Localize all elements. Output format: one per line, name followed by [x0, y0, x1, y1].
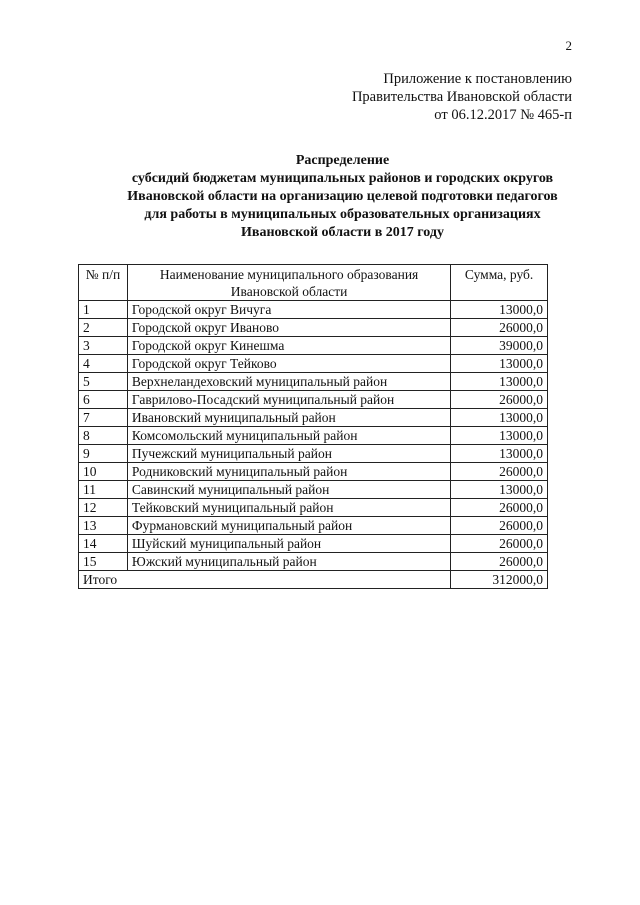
row-name: Комсомольский муниципальный район: [127, 427, 450, 445]
header-name-line-1: Наименование муниципального образования: [159, 267, 419, 282]
table-header-row: [79, 265, 548, 301]
table-row: [79, 319, 548, 337]
total-sum: 312000,0: [451, 571, 548, 589]
row-sum: 26000,0: [451, 499, 548, 517]
row-sum: 13000,0: [451, 373, 548, 391]
row-name: Гаврилово-Посадский муниципальный район: [127, 391, 450, 409]
row-sum: 39000,0: [451, 337, 548, 355]
table-row: [79, 553, 548, 571]
row-name: Шуйский муниципальный район: [127, 535, 450, 553]
row-number: 1: [79, 301, 128, 319]
row-name: Тейковский муниципальный район: [127, 499, 450, 517]
row-name: Южский муниципальный район: [127, 553, 450, 571]
table-row: [79, 463, 548, 481]
row-number: 15: [79, 553, 128, 571]
title-line-4: для работы в муниципальных образовательных организациях: [144, 207, 541, 222]
title-line-2: субсидий бюджетам муниципальных районов и городских округов: [131, 171, 554, 186]
row-name: Городской округ Кинешма: [127, 337, 450, 355]
row-sum: 26000,0: [451, 535, 548, 553]
row-sum: 13000,0: [451, 409, 548, 427]
row-name: Савинский муниципальный район: [127, 481, 450, 499]
row-sum: 26000,0: [451, 319, 548, 337]
row-number: 6: [79, 391, 128, 409]
table-row: [79, 373, 548, 391]
appendix-line-1: Приложение к постановлению: [383, 71, 572, 87]
table-row: [79, 445, 548, 463]
row-sum: 13000,0: [451, 427, 548, 445]
header-name: [127, 265, 450, 301]
appendix-line-3: от 06.12.2017 № 465-п: [434, 107, 572, 123]
row-number: 12: [79, 499, 128, 517]
table-row: [79, 535, 548, 553]
page-number: 2: [565, 38, 572, 53]
table-body: [79, 301, 548, 589]
row-name: Городской округ Тейково: [127, 355, 450, 373]
row-name: Родниковский муниципальный район: [127, 463, 450, 481]
row-sum: 13000,0: [451, 355, 548, 373]
header-sum: Сумма, руб.: [451, 265, 548, 301]
row-sum: 13000,0: [451, 301, 548, 319]
table-row: [79, 481, 548, 499]
row-number: 14: [79, 535, 128, 553]
table-row: [79, 391, 548, 409]
row-sum: 26000,0: [451, 517, 548, 535]
row-number: 4: [79, 355, 128, 373]
table-row: [79, 337, 548, 355]
row-number: 7: [79, 409, 128, 427]
row-name: Городской округ Вичуга: [127, 301, 450, 319]
row-number: 5: [79, 373, 128, 391]
total-row: [79, 571, 548, 589]
row-number: 13: [79, 517, 128, 535]
total-label: Итого: [79, 571, 451, 589]
row-sum: 26000,0: [451, 553, 548, 571]
appendix-line-2: Правительства Ивановской области: [351, 89, 572, 105]
row-number: 2: [79, 319, 128, 337]
row-name: Фурмановский муниципальный район: [127, 517, 450, 535]
row-name: Верхнеландеховский муниципальный район: [127, 373, 450, 391]
title-line-3: Ивановской области на организацию целевой подготовки педагогов: [127, 189, 558, 204]
row-sum: 13000,0: [451, 481, 548, 499]
table-row: [79, 355, 548, 373]
table-row: [79, 517, 548, 535]
row-sum: 26000,0: [451, 391, 548, 409]
row-number: 3: [79, 337, 128, 355]
title-line-1: Распределение: [295, 153, 390, 168]
header-name-line-2: Ивановской области: [230, 284, 348, 299]
row-number: 9: [79, 445, 128, 463]
appendix-header: [352, 70, 572, 124]
table-row: [79, 301, 548, 319]
table-row: [79, 427, 548, 445]
row-name: Пучежский муниципальный район: [127, 445, 450, 463]
row-number: 11: [79, 481, 128, 499]
row-number: 10: [79, 463, 128, 481]
table-row: [79, 409, 548, 427]
table-row: [79, 499, 548, 517]
row-sum: 13000,0: [451, 445, 548, 463]
row-name: Городской округ Иваново: [127, 319, 450, 337]
row-number: 8: [79, 427, 128, 445]
header-number: № п/п: [79, 265, 128, 301]
document-title: [70, 152, 615, 242]
row-name: Ивановский муниципальный район: [127, 409, 450, 427]
distribution-table: [78, 264, 548, 589]
title-line-5: Ивановской области в 2017 году: [241, 225, 444, 240]
row-sum: 26000,0: [451, 463, 548, 481]
